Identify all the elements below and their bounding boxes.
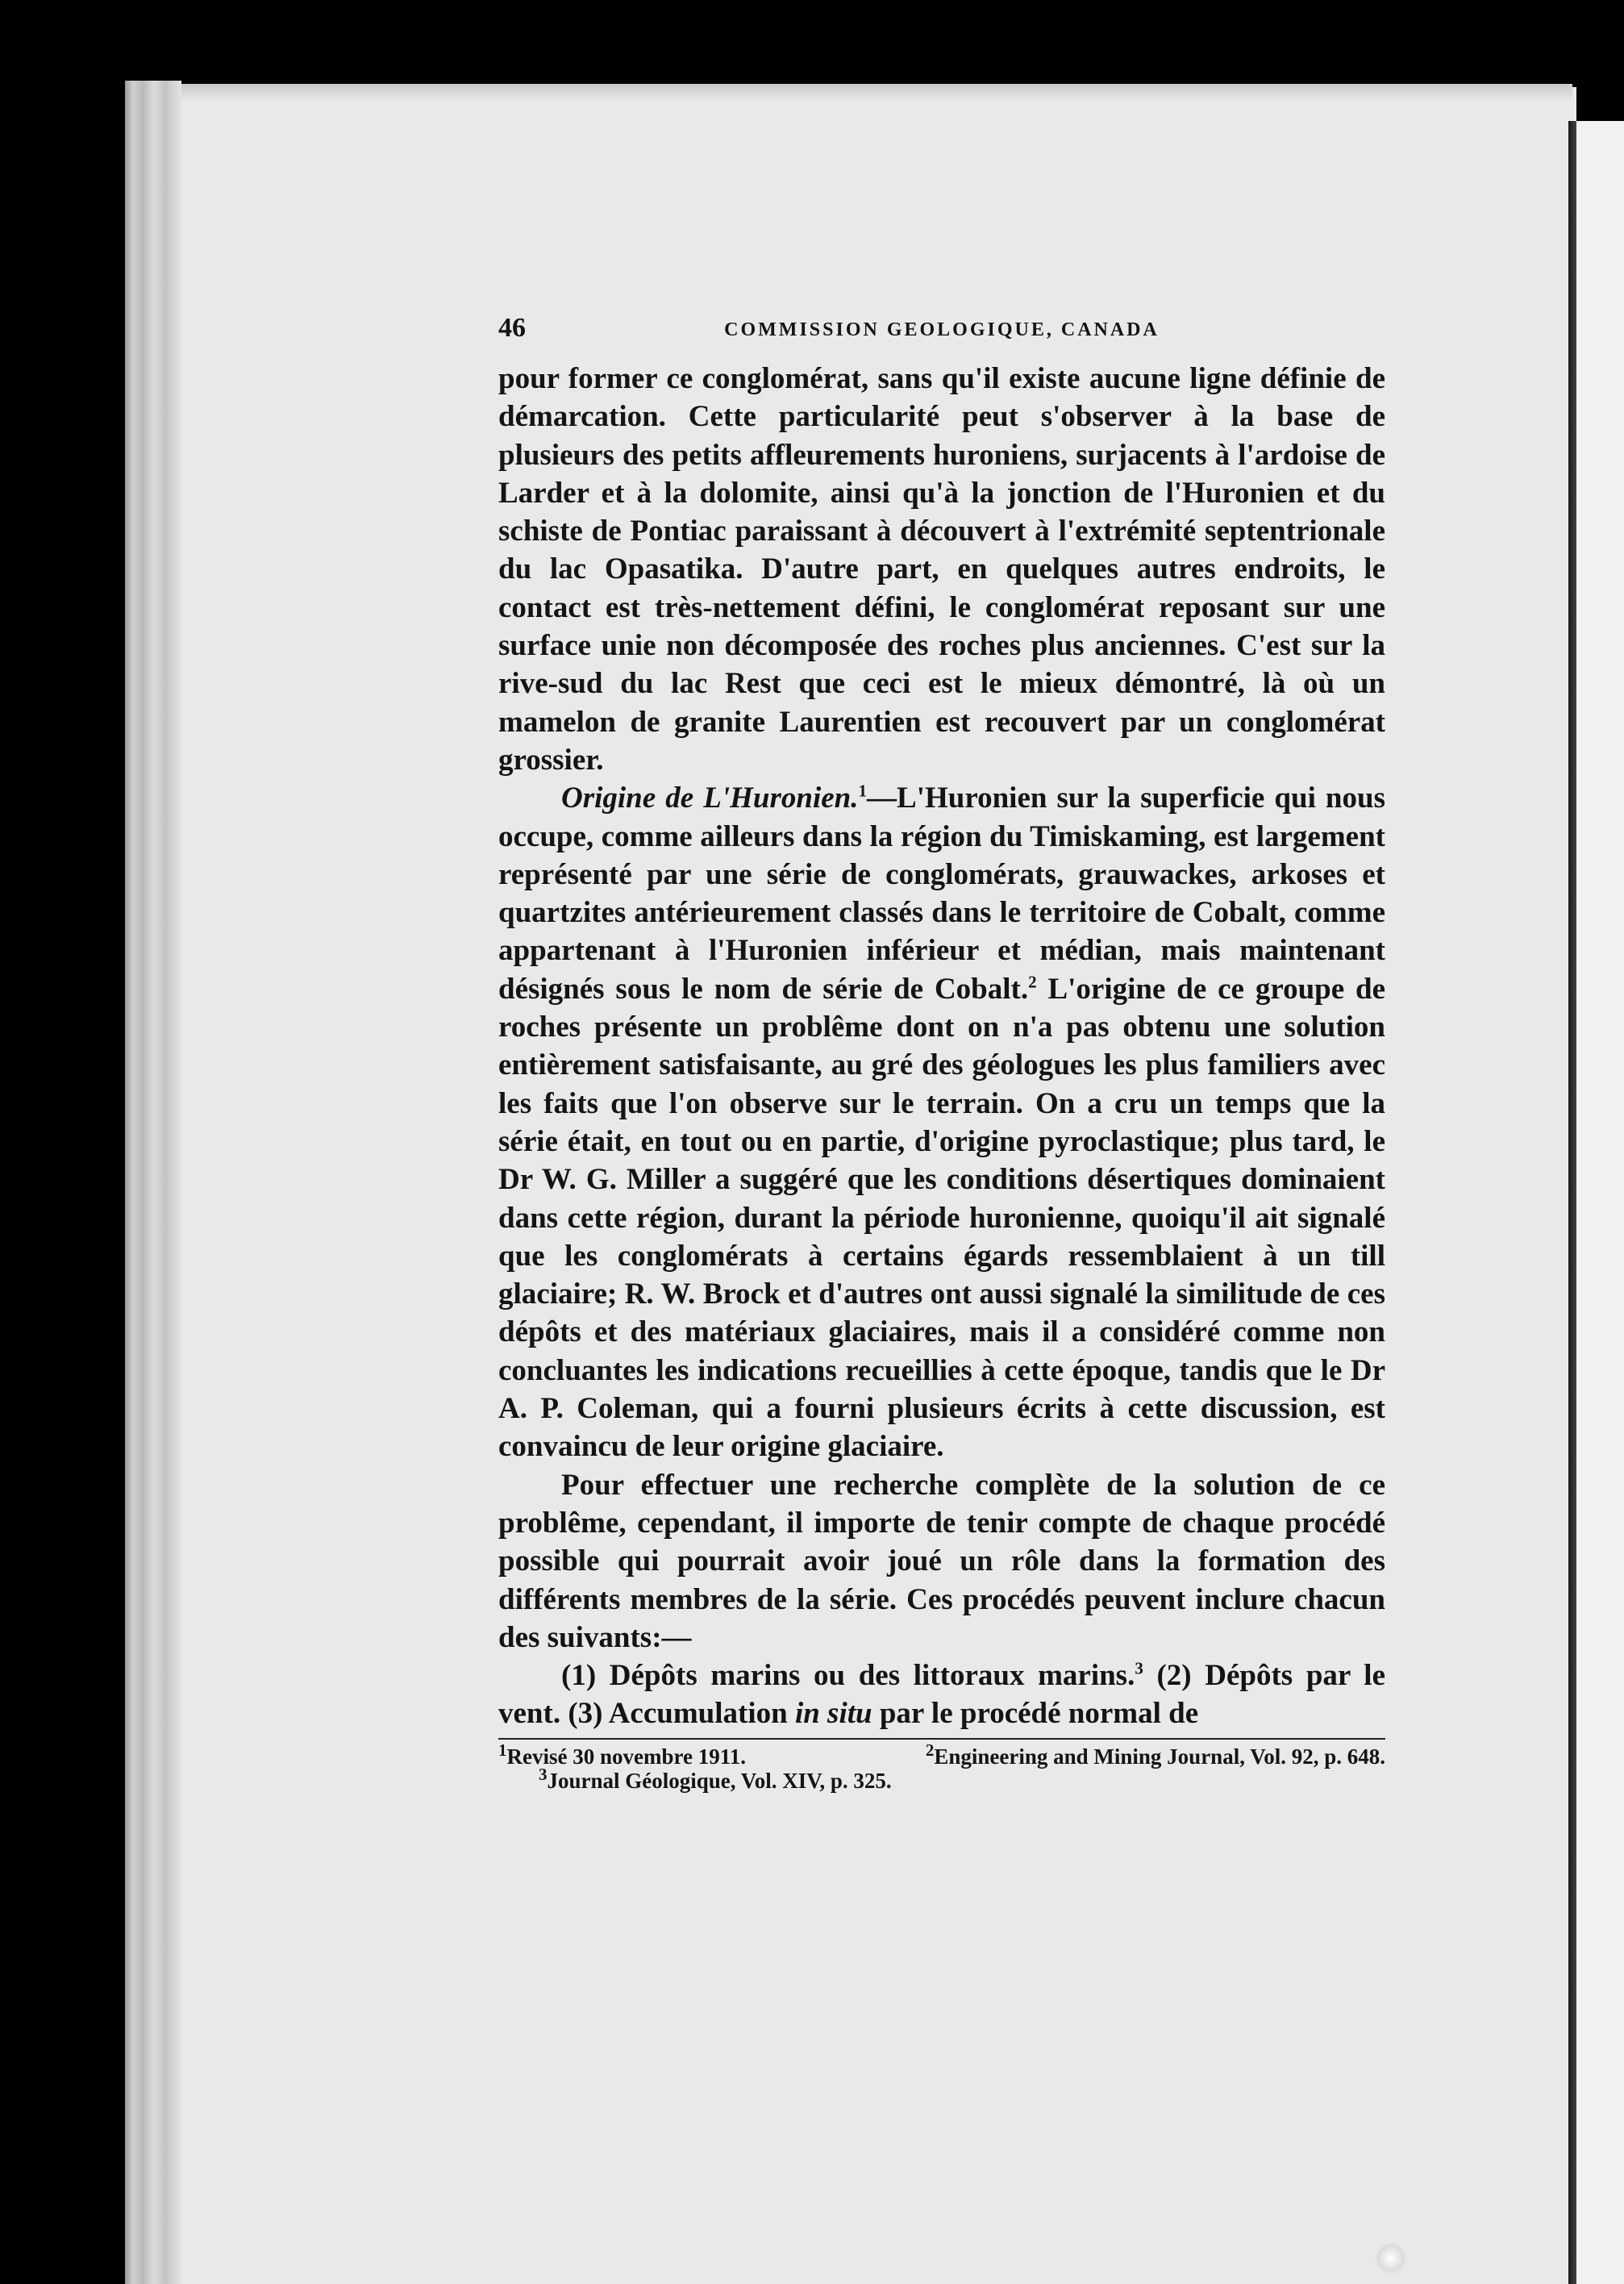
- facing-page-edge: [1576, 121, 1624, 2284]
- footnote-1-mark: 1: [498, 1740, 507, 1760]
- footnote-3-mark: 3: [539, 1764, 548, 1784]
- paragraph-2-text-b: L'origine de ce groupe de roches présente un problême dont on n'a pas obtenu une solution entièrement satisfaisante, au gré des géologues les plus familiers avec les faits que l'on observe sur le terrain. On a cru un temps que la série était, en tout ou en partie, d'origine pyroclastique; plus tard, le Dr W. G. Miller a suggéré que les conditions désertiques dominaient dans cette région, durant la période huronienne, quoiqu'il ait signalé que les conglomérats à certains égards ressemblaient à un till glaciaire; R. W. Brock et d'autres ont aussi signalé la similitude de ces dépôts et des matériaux glaciaires, mais il a considéré comme non concluantes les indications recueillies à cette époque, tandis que le Dr A. P. Coleman, qui a fourni plusieurs écrits à cette discussion, est convaincu de leur origine glaciaire.: [498, 972, 1385, 1464]
- paragraph-1: pour former ce conglomérat, sans qu'il existe aucune ligne définie de démarcation. Cette particularité peut s'observer à la base de plusieurs des petits affleurements huroniens, surjacents à l'ardoise de Larder et à la dolomite, ainsi qu'à la jonction de l'Huronien et du schiste de Pontiac paraissant à découvert à l'extrémité septentrionale du lac Opasatika. D'autre part, en quelques autres endroits, le contact est très-nettement défini, le conglomérat reposant sur une surface unie non décomposée des roches plus anciennes. C'est sur la rive-sud du lac Rest que ceci est le mieux démontré, là où un mamelon de granite Laurentien est recouvert par un conglomérat grossier.: [498, 362, 1385, 777]
- paragraph-3: Pour effectuer une recherche complète de la solution de ce problême, cependant, il importe de tenir compte de chaque procédé possible qui pourrait avoir joué un rôle dans la formation des différents membres de la série. Ces procédés peuvent inclure chacun des suivants:—: [498, 1468, 1385, 1654]
- latin-phrase: in situ: [794, 1697, 872, 1731]
- footnote-2-mark: 2: [925, 1740, 935, 1760]
- footnote-3-text: Journal Géologique, Vol. XIV, p. 325.: [547, 1768, 892, 1793]
- paragraph-4-text-b: (2) Dépôts par le vent. (3) Accumulation: [498, 1659, 1385, 1731]
- footnote-ref-1: 1: [858, 781, 868, 801]
- page-content: [498, 313, 1385, 1793]
- footnotes: [498, 1738, 1385, 1793]
- page-top-edge: [137, 84, 1572, 102]
- page-number: 46: [498, 313, 526, 343]
- scan-artifact: [1375, 2242, 1407, 2274]
- footnote-1: [498, 1740, 746, 1769]
- paragraph-4: [498, 1657, 1385, 1733]
- paragraph-2: [498, 779, 1385, 1465]
- footnote-1-text: Revisé 30 novembre 1911.: [506, 1744, 746, 1769]
- paragraph-4-text-a: (1) Dépôts marins ou des littoraux marins.: [561, 1659, 1135, 1693]
- running-title: COMMISSION GEOLOGIQUE, CANADA: [724, 319, 1160, 340]
- footnote-2: [925, 1740, 1385, 1769]
- footnote-2-text: Engineering and Mining Journal, Vol. 92, p. 648.: [934, 1744, 1385, 1769]
- footnote-3: [498, 1764, 1385, 1793]
- book-spine-edge: [125, 81, 181, 2284]
- paragraph-2-text-a: —L'Huronien sur la superficie qui nous occupe, comme ailleurs dans la région du Timiskaming, est largement représenté par une série de conglomérats, grauwackes, arkoses et quartzites antérieurement classés dans le territoire de Cobalt, comme appartenant à l'Huronien inférieur et médian, mais maintenant désignés sous le nom de série de Cobalt.: [498, 781, 1385, 1006]
- footnote-ref-3: 3: [1135, 1658, 1143, 1678]
- section-heading: Origine de L'Huronien.: [561, 781, 859, 815]
- paragraph-4-text-c: par le procédé normal de: [872, 1697, 1199, 1731]
- footnote-ref-2: 2: [1028, 972, 1037, 992]
- page-header: [498, 313, 1385, 360]
- body-text: [498, 360, 1385, 1733]
- footnote-row-1: [498, 1740, 1385, 1769]
